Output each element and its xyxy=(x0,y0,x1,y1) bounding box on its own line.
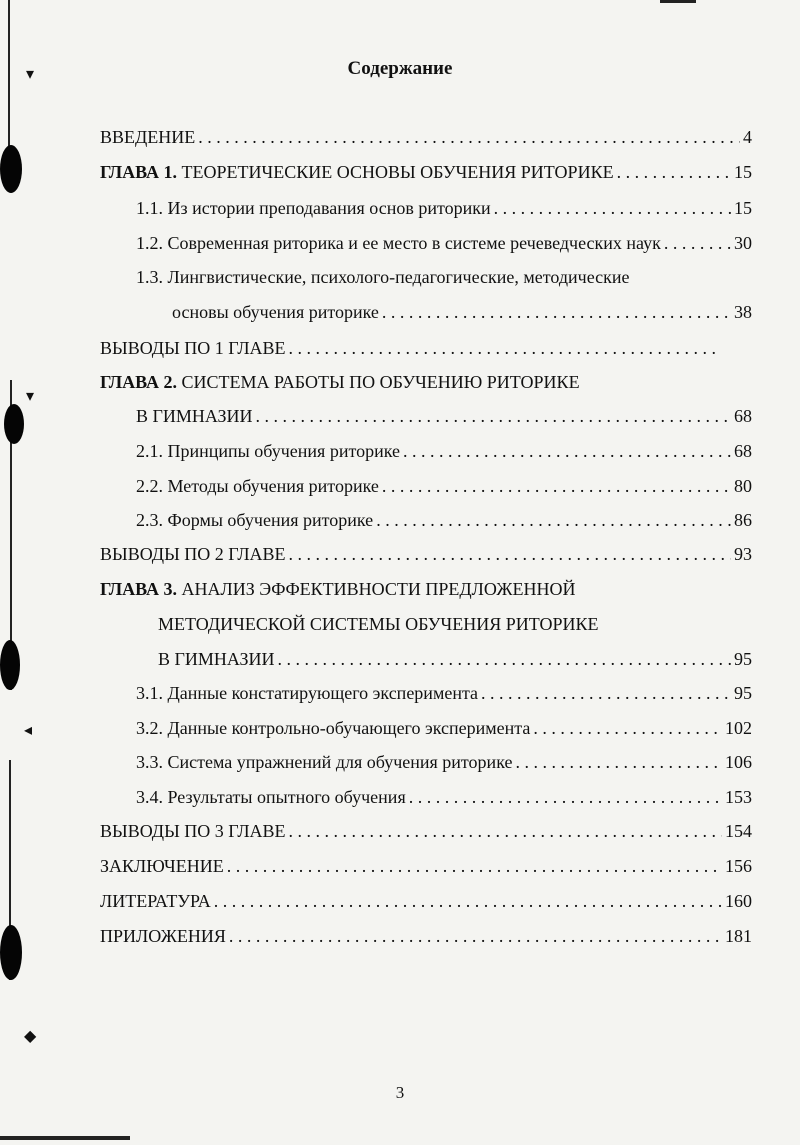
toc-leader-dots xyxy=(289,820,722,842)
toc-entry-section-2-1 xyxy=(136,440,752,464)
scan-blob xyxy=(0,925,22,980)
toc-label: 3.3. Система упражнений для обучения риторике xyxy=(136,752,513,772)
toc-entry-section-3-1 xyxy=(136,682,752,706)
toc-label: ВЫВОДЫ ПО 1 ГЛАВЕ xyxy=(100,338,286,358)
toc-label: 1.2. Современная риторика и ее место в системе речеведческих наук xyxy=(136,233,661,253)
toc-leader-dots xyxy=(664,232,731,254)
toc-label: МЕТОДИЧЕСКОЙ СИСТЕМЫ ОБУЧЕНИЯ РИТОРИКЕ xyxy=(158,614,599,634)
toc-label: ВЫВОДЫ ПО 3 ГЛАВЕ xyxy=(100,821,286,841)
toc-leader-dots xyxy=(214,890,722,912)
toc-label: 2.2. Методы обучения риторике xyxy=(136,476,379,496)
scan-mark xyxy=(660,0,696,3)
toc-page-number: 38 xyxy=(734,302,752,322)
toc-page-number: 68 xyxy=(734,441,752,461)
scan-line xyxy=(8,0,10,160)
toc-leader-dots xyxy=(382,475,731,497)
toc-entry-introduction xyxy=(100,126,752,150)
toc-page-number: 106 xyxy=(725,752,752,772)
toc-label: ВВЕДЕНИЕ xyxy=(100,127,196,147)
toc-entry-chapter-3-cont2 xyxy=(158,648,752,672)
page-number: 3 xyxy=(395,1083,405,1102)
toc-entry-section-1-2 xyxy=(136,232,752,256)
toc-label: ЛИТЕРАТУРА xyxy=(100,891,211,911)
toc-page-number: 30 xyxy=(734,233,752,253)
toc-label: В ГИМНАЗИИ xyxy=(158,649,275,669)
toc-page-number: 15 xyxy=(734,162,752,182)
scan-speck: ▾ xyxy=(26,64,35,83)
toc-label: ЗАКЛЮЧЕНИЕ xyxy=(100,856,224,876)
toc-entry-conclusion xyxy=(100,855,752,879)
toc-label: В ГИМНАЗИИ xyxy=(136,406,253,426)
toc-leader-dots xyxy=(376,509,731,531)
toc-label: 3.1. Данные констатирующего эксперимента xyxy=(136,683,479,703)
toc-label: основы обучения риторике xyxy=(172,302,379,322)
toc-label: 2.3. Формы обучения риторике xyxy=(136,510,374,530)
toc-entry-section-2-2 xyxy=(136,475,752,499)
toc-page-number: 68 xyxy=(734,406,752,426)
toc-leader-dots xyxy=(617,161,731,183)
toc-label: 3.4. Результаты опытного обучения xyxy=(136,787,406,807)
toc-label: 1.3. Лингвистические, психолого-педагогические, методические xyxy=(136,267,630,287)
toc-leader-dots xyxy=(382,301,731,323)
toc-page-number: 80 xyxy=(734,476,752,496)
toc-entry-chapter-2 xyxy=(100,371,752,395)
toc-label: ГЛАВА 1. ТЕОРЕТИЧЕСКИЕ ОСНОВЫ ОБУЧЕНИЯ РИТОРИКЕ xyxy=(100,162,614,182)
toc-page-number: 86 xyxy=(734,510,752,530)
toc-entry-chapter-3 xyxy=(100,578,752,602)
toc-leader-dots xyxy=(289,337,719,359)
toc-entry-section-2-3 xyxy=(136,509,752,533)
page-title: Содержание xyxy=(347,58,453,79)
toc-page-number: 102 xyxy=(725,718,752,738)
toc-page-number: 95 xyxy=(734,649,752,669)
toc-leader-dots xyxy=(277,648,731,670)
scan-speck: ◆ xyxy=(24,1026,37,1045)
toc-leader-dots xyxy=(227,855,722,877)
toc-page-number: 160 xyxy=(725,891,752,911)
toc-page-number: 154 xyxy=(725,821,752,841)
toc-label: ВЫВОДЫ ПО 2 ГЛАВЕ xyxy=(100,544,286,564)
toc-page-number: 153 xyxy=(725,787,752,807)
toc-entry-section-1-3 xyxy=(136,266,752,290)
scan-speck: ▾ xyxy=(26,386,35,405)
toc-leader-dots xyxy=(533,717,722,739)
scan-blob xyxy=(0,145,22,193)
toc-leader-dots xyxy=(255,405,731,427)
toc-entry-section-3-2 xyxy=(136,717,752,741)
toc-page-number: 4 xyxy=(743,127,752,147)
toc-entry-appendices xyxy=(100,925,752,949)
toc-label: 2.1. Принципы обучения риторике xyxy=(136,441,400,461)
toc-leader-dots xyxy=(481,682,731,704)
toc-entry-conclusions-3 xyxy=(100,820,752,844)
toc-entry-chapter-3-cont xyxy=(158,613,752,637)
scan-edge xyxy=(0,0,40,1145)
toc-leader-dots xyxy=(494,197,731,219)
scan-speck: ◂ xyxy=(24,720,33,739)
toc-entry-section-3-3 xyxy=(136,751,752,775)
toc-entry-section-1-1 xyxy=(136,197,752,221)
toc-leader-dots xyxy=(198,126,740,148)
toc-leader-dots xyxy=(515,751,722,773)
toc-page-number: 156 xyxy=(725,856,752,876)
toc-entry-chapter-1 xyxy=(100,161,752,185)
toc-label: 1.1. Из истории преподавания основ риторики xyxy=(136,198,491,218)
toc-entry-conclusions-2 xyxy=(100,543,752,567)
toc-leader-dots xyxy=(409,786,722,808)
toc-label: ГЛАВА 3. АНАЛИЗ ЭФФЕКТИВНОСТИ ПРЕДЛОЖЕННОЙ xyxy=(100,579,576,599)
toc-entry-conclusions-1 xyxy=(100,337,722,361)
toc-entry-literature xyxy=(100,890,752,914)
scan-blob xyxy=(0,640,20,690)
toc-leader-dots xyxy=(289,543,731,565)
toc-label: ГЛАВА 2. СИСТЕМА РАБОТЫ ПО ОБУЧЕНИЮ РИТОРИКЕ xyxy=(100,372,580,392)
toc-label: ПРИЛОЖЕНИЯ xyxy=(100,926,226,946)
scan-mark xyxy=(0,1136,130,1140)
toc-page-number: 15 xyxy=(734,198,752,218)
toc-leader-dots xyxy=(403,440,731,462)
scan-blob xyxy=(4,404,24,444)
toc-page-number: 95 xyxy=(734,683,752,703)
toc-entry-chapter-2-cont xyxy=(136,405,752,429)
toc-page-number: 181 xyxy=(725,926,752,946)
toc-entry-section-3-4 xyxy=(136,786,752,810)
toc-label: 3.2. Данные контрольно-обучающего эксперимента xyxy=(136,718,531,738)
toc-entry-section-1-3-cont xyxy=(172,301,752,325)
toc-page-number: 93 xyxy=(734,544,752,564)
toc-leader-dots xyxy=(229,925,722,947)
